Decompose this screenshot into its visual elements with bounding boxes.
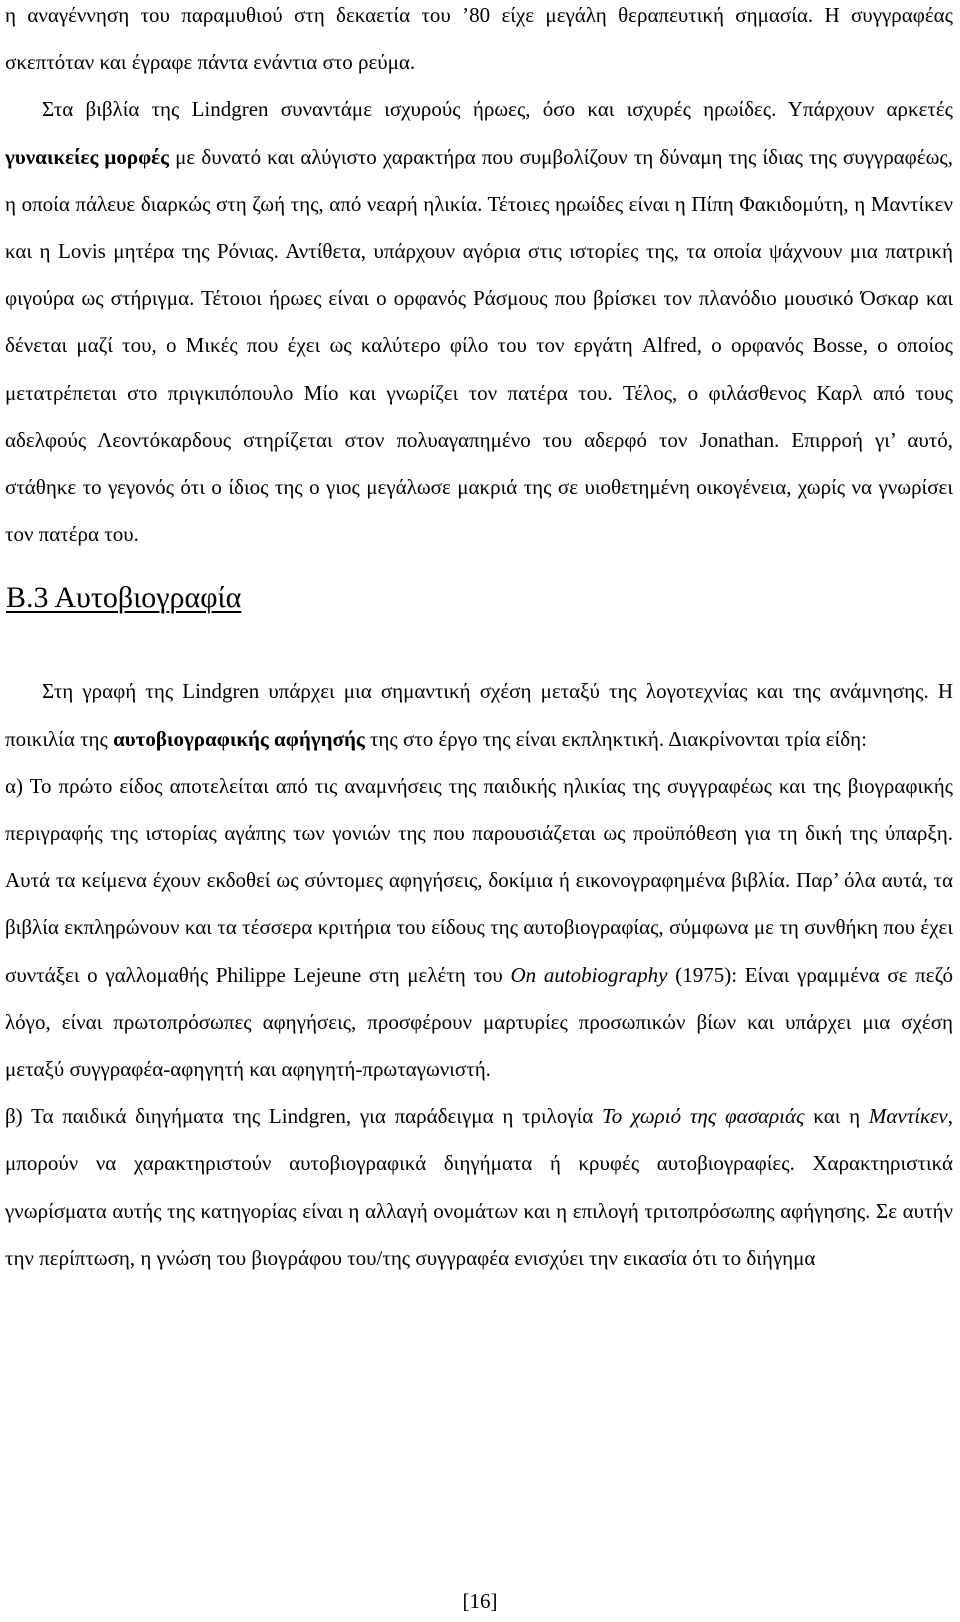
item-b-text-3: , μπορούν να χαρακτηριστούν αυτοβιογραφικά διηγήματα ή κρυφές αυτοβιογραφίες. Χαρακτηριστικά γνωρίσματα αυτής της κατηγορίας είναι η αλλαγή ονομάτων και η επιλογή τριτοπρόσωπης αφήγησης. Σε αυτήν την περίπτωση, η γνώση του βιογράφου του/της συγγραφέα ενισχύει την εικασία ότι το διήγημα — [5, 1104, 953, 1270]
paragraph-heroes-text-2: με δυνατό και αλύγιστο χαρακτήρα που συμβολίζουν τη δύναμη της ίδιας της συγγραφέως, η οποία πάλευε διαρκώς στη ζωή της, από νεαρή ηλικία. Τέτοιες ηρωίδες είναι η Πίπη Φακιδομύτη, η Μαντίκεν και η Lovis μητέρα της Ρόνιας. Αντίθετα, υπάρχουν αγόρια στις ιστορίες της, τα οποία ψάχνουν μια πατρική φιγούρα ως στήριγμα. Τέτοιοι ήρωες είναι ο ορφανός Ράσμους που βρίσκει τον πλανόδιο μουσικό Όσκαρ και δένεται μαζί του, ο Μικές που έχει ως καλύτερο φίλο του τον εργάτη Alfred, ο ορφανός Bosse, ο οποίος μετατρέπεται στο πριγκιπόπουλο Μίο και γνωρίζει τον πατέρα του. Τέλος, ο φιλάσθενος Καρλ από τους αδελφούς Λεοντόκαρδους στηρίζεται στον πολυαγαπημένο του αδερφό τον Jonathan. Επιρροή γι’ αυτό, στάθηκε το γεγονός ότι ο ίδιος της ο γιος μεγάλωσε μακριά της σε υιοθετημένη οικογένεια, χωρίς να γνωρίσει τον πατέρα του. — [5, 144, 953, 547]
paragraph-intro — [5, 0, 953, 86]
autobiography-intro-text-2: της στο έργο της είναι εκπληκτική. Διακρίνονται τρία είδη: — [364, 726, 867, 751]
paragraph-autobiography-intro — [5, 668, 953, 762]
italic-madicken-title: Μαντίκεν — [868, 1104, 948, 1129]
spacer — [5, 620, 953, 668]
section-heading — [5, 576, 953, 620]
paragraph-intro-text: η αναγέννηση του παραμυθιού στη δεκαετία του ’80 είχε μεγάλη θεραπευτική σημασία. Η συγγραφέας σκεπτόταν και έγραφε πάντα ενάντια στο ρεύμα. — [5, 3, 953, 75]
page-number: [16] — [462, 1589, 498, 1613]
item-a-text-2: (1975): Είναι γραμμένα σε πεζό λόγο, είναι πρωτοπρόσωπες αφηγήσεις, προσφέρουν μαρτυρίες προσωπικών βίων και υπάρχει μια σχέση μεταξύ συγγραφέα-αφηγητή και αφηγητή-πρωταγωνιστή. — [5, 962, 954, 1082]
spacer — [5, 558, 953, 576]
paragraph-heroes — [5, 86, 953, 558]
italic-village-title: Το χωριό της φασαριάς — [602, 1104, 805, 1129]
item-b-text-2: και η — [804, 1104, 869, 1129]
paragraph-item-b — [5, 1093, 953, 1282]
item-a-text-1: α) Το πρώτο είδος αποτελείται από τις αναμνήσεις της παιδικής ηλικίας της συγγραφέως και της βιογραφικής περιγραφής της ιστορίας αγάπης των γονιών της που παρουσιάζεται ως προϋπόθεση για τη δική της ύπαρξη. Αυτά τα κείμενα έχουν εκδοθεί ως σύντομες αφηγήσεις, δοκίμια ή εικονογραφημένα βιβλία. Παρ’ όλα αυτά, τα βιβλία εκπληρώνουν και τα τέσσερα κριτήρια του είδους της αυτοβιογραφίας, σύμφωνα με τη συνθήκη που έχει συντάξει ο γαλλομαθής Philippe Lejeune στη μελέτη του — [5, 773, 953, 987]
paragraph-item-a — [5, 763, 953, 1093]
paragraph-heroes-text-1: Στα βιβλία της Lindgren συναντάμε ισχυρούς ήρωες, όσο και ισχυρές ηρωίδες. Υπάρχουν αρκετές — [42, 97, 953, 122]
bold-female-figures: γυναικείες μορφές — [5, 144, 170, 169]
autobiography-intro-text-1: Στη γραφή της Lindgren υπάρχει μια σημαντική σχέση μεταξύ της λογοτεχνίας και της ανάμνησης. Η ποικιλία της — [5, 679, 953, 751]
section-heading-text: Β.3 Αυτοβιογραφία — [6, 581, 242, 615]
bold-autobiographical-narration: αυτοβιογραφικής αφήγησής — [113, 726, 365, 751]
italic-on-autobiography: On autobiography — [510, 962, 668, 987]
document-page — [5, 0, 953, 1282]
item-b-text-1: β) Τα παιδικά διηγήματα της Lindgren, για παράδειγμα η τριλογία — [5, 1104, 603, 1129]
